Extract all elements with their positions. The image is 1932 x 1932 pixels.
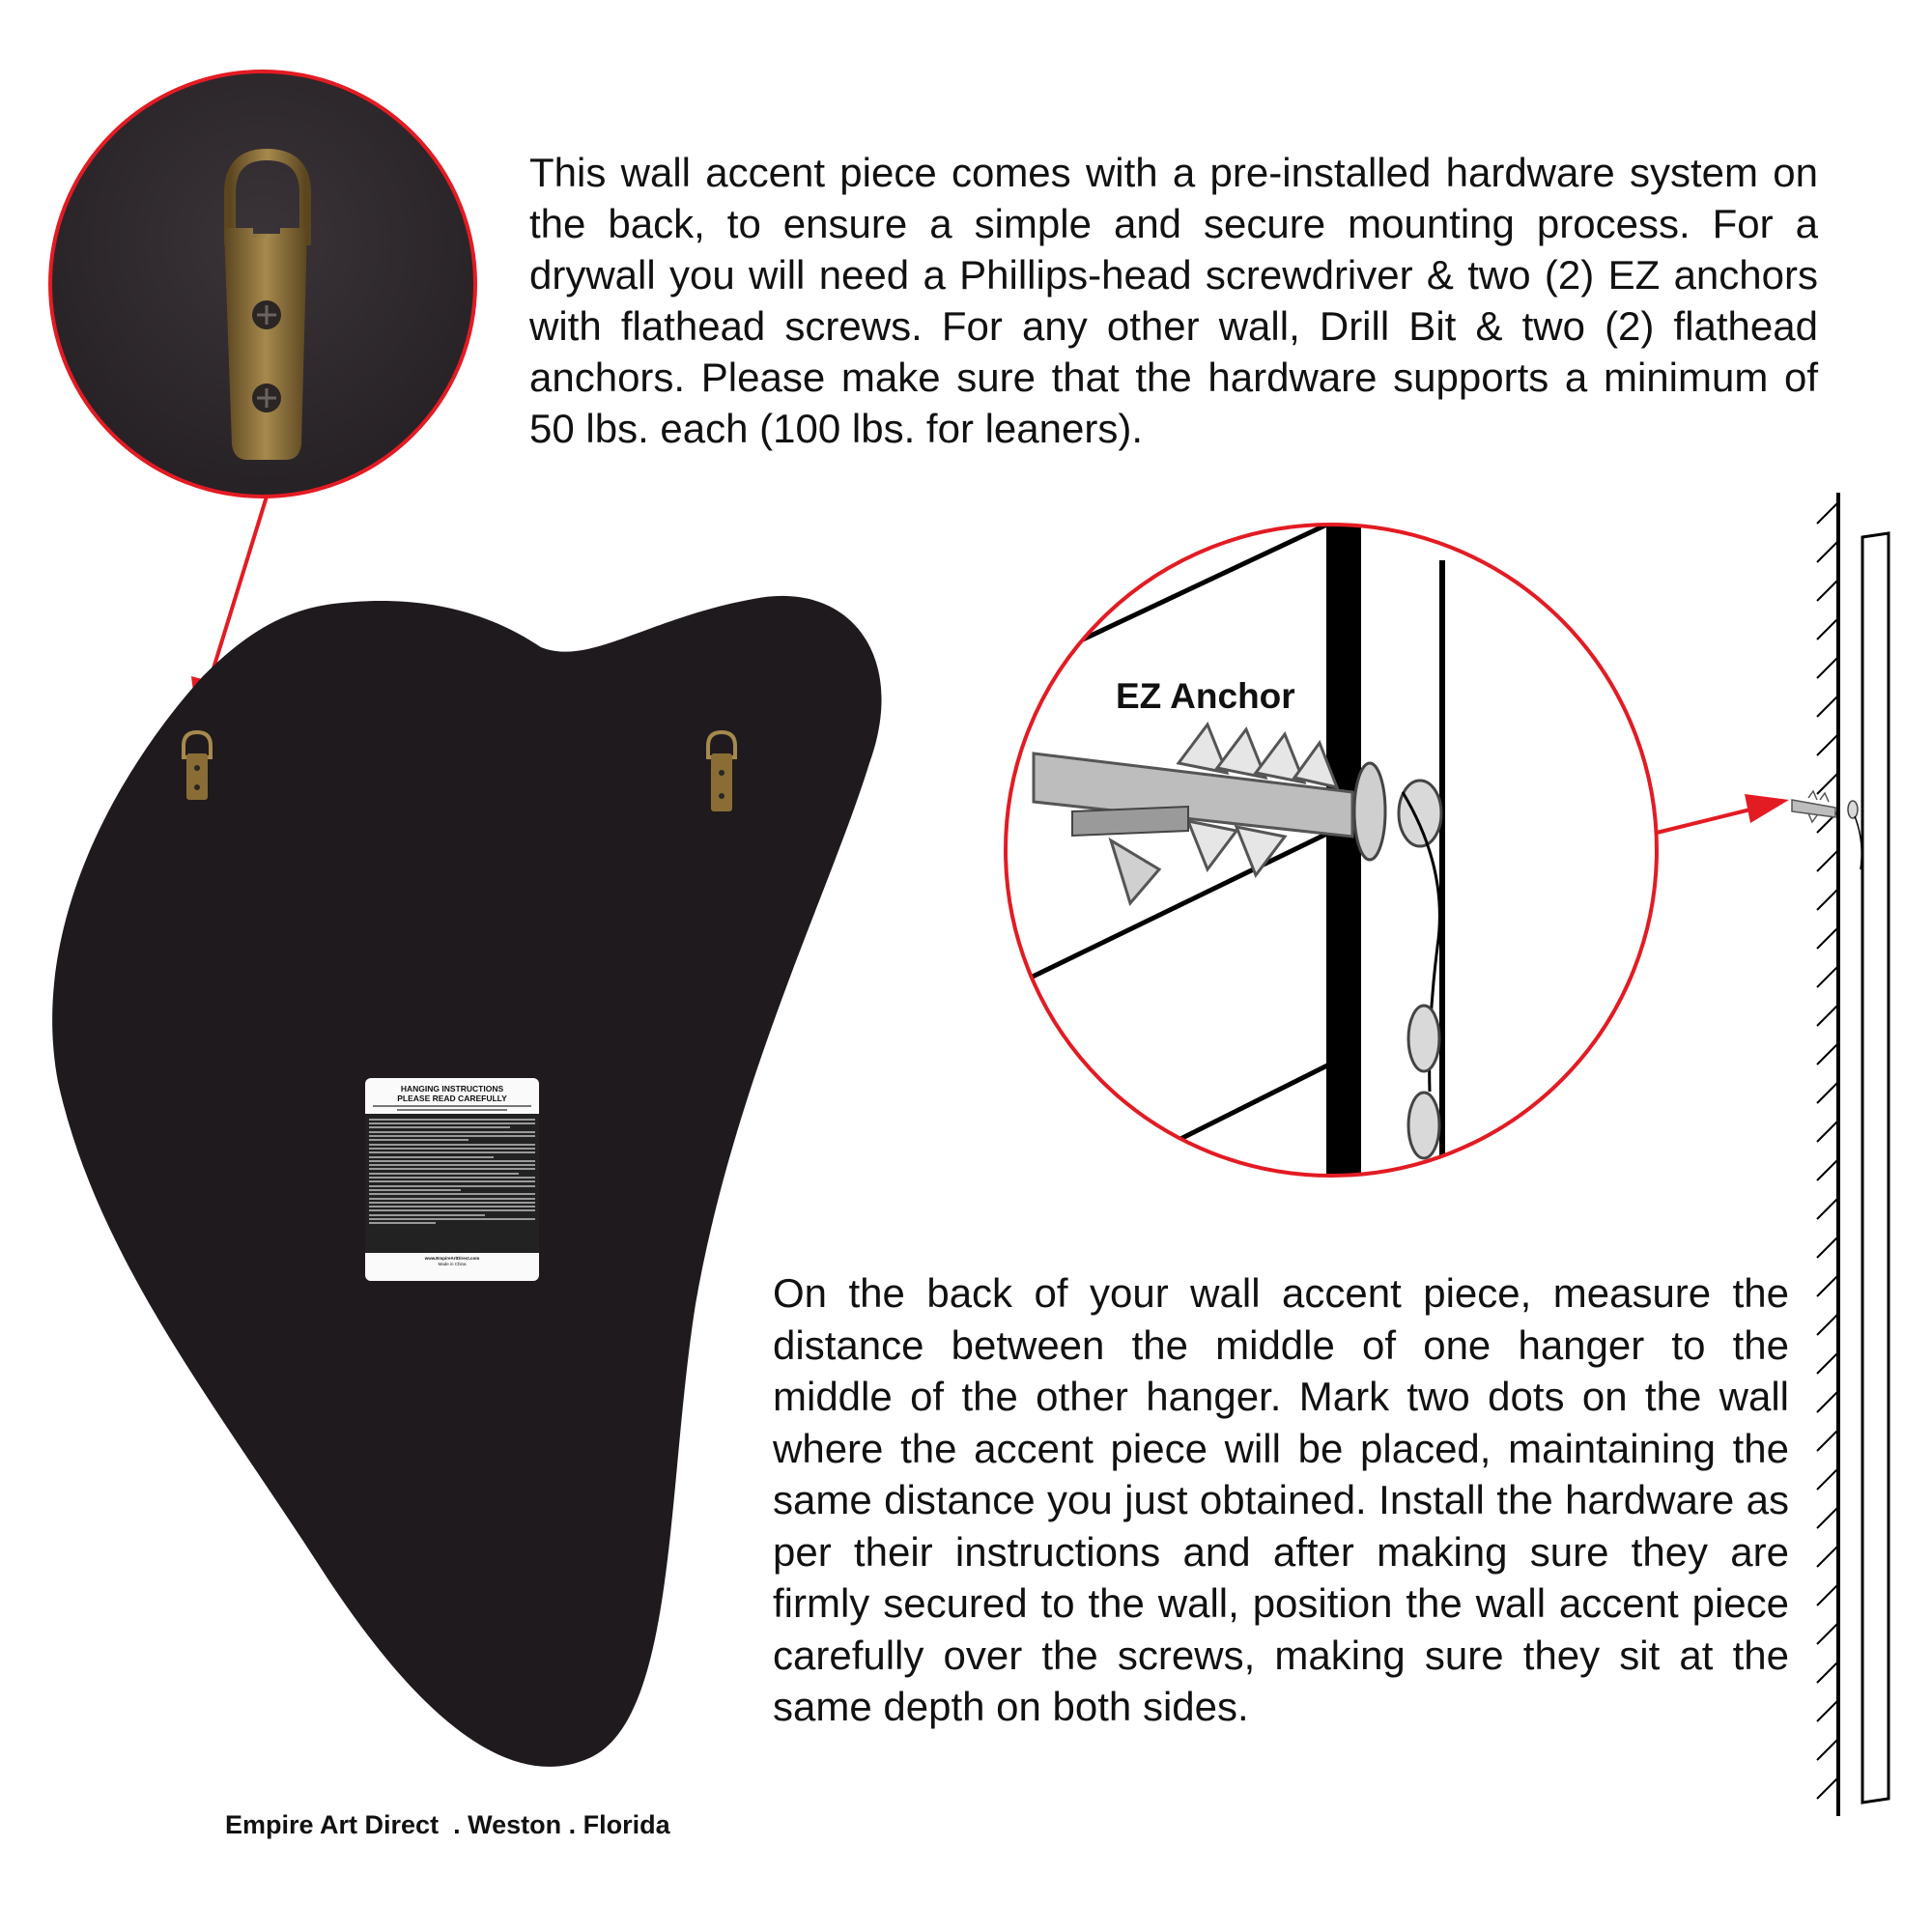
instructions-paragraph: On the back of your wall accent piece, measure the distance between the middle of one hanger to the middle of the other hanger. Mark two dots on the wall where the accent piece will be placed, maintaining the same distance you just obtained. Install the hardware as per their instructions and after making sure they are firmly secured to the wall, position the wall accent piece carefully over the screws, making sure they sit at the same depth on both sides. [773, 1270, 1789, 1729]
hanging-instructions-card [365, 1078, 539, 1281]
card-website: www.EmpireArtDirect.com [424, 1255, 480, 1261]
card-subtitle [373, 1105, 531, 1110]
footer-brand: Empire Art Direct . Weston . Florida [225, 1810, 670, 1839]
ez-anchor-label: EZ Anchor [1116, 676, 1295, 716]
card-title-line1: HANGING INSTRUCTIONS [400, 1084, 504, 1094]
anchor-closeup [1005, 522, 1657, 1198]
wall-screw-icon [1792, 791, 1861, 869]
callout-arrow-wall [1657, 794, 1789, 833]
card-title-line2: PLEASE READ CAREFULLY [397, 1094, 507, 1103]
intro-paragraph: This wall accent piece comes with a pre-installed hardware system on the back, to ensure a simple and secure mounting process. For a drywall you will need a Phillips-head screwdriver & two (2) EZ anchors with flathead screws. For any other wall, Drill Bit & two (2) flathead anchors. Please make sure that the hardware supports a minimum of 50 lbs. each (100 lbs. for leaners). [529, 150, 1818, 451]
wall-side-view [1792, 493, 1889, 1816]
card-origin: Made in China [438, 1261, 467, 1266]
hanger-closeup [50, 71, 475, 497]
card-body [365, 1114, 539, 1253]
